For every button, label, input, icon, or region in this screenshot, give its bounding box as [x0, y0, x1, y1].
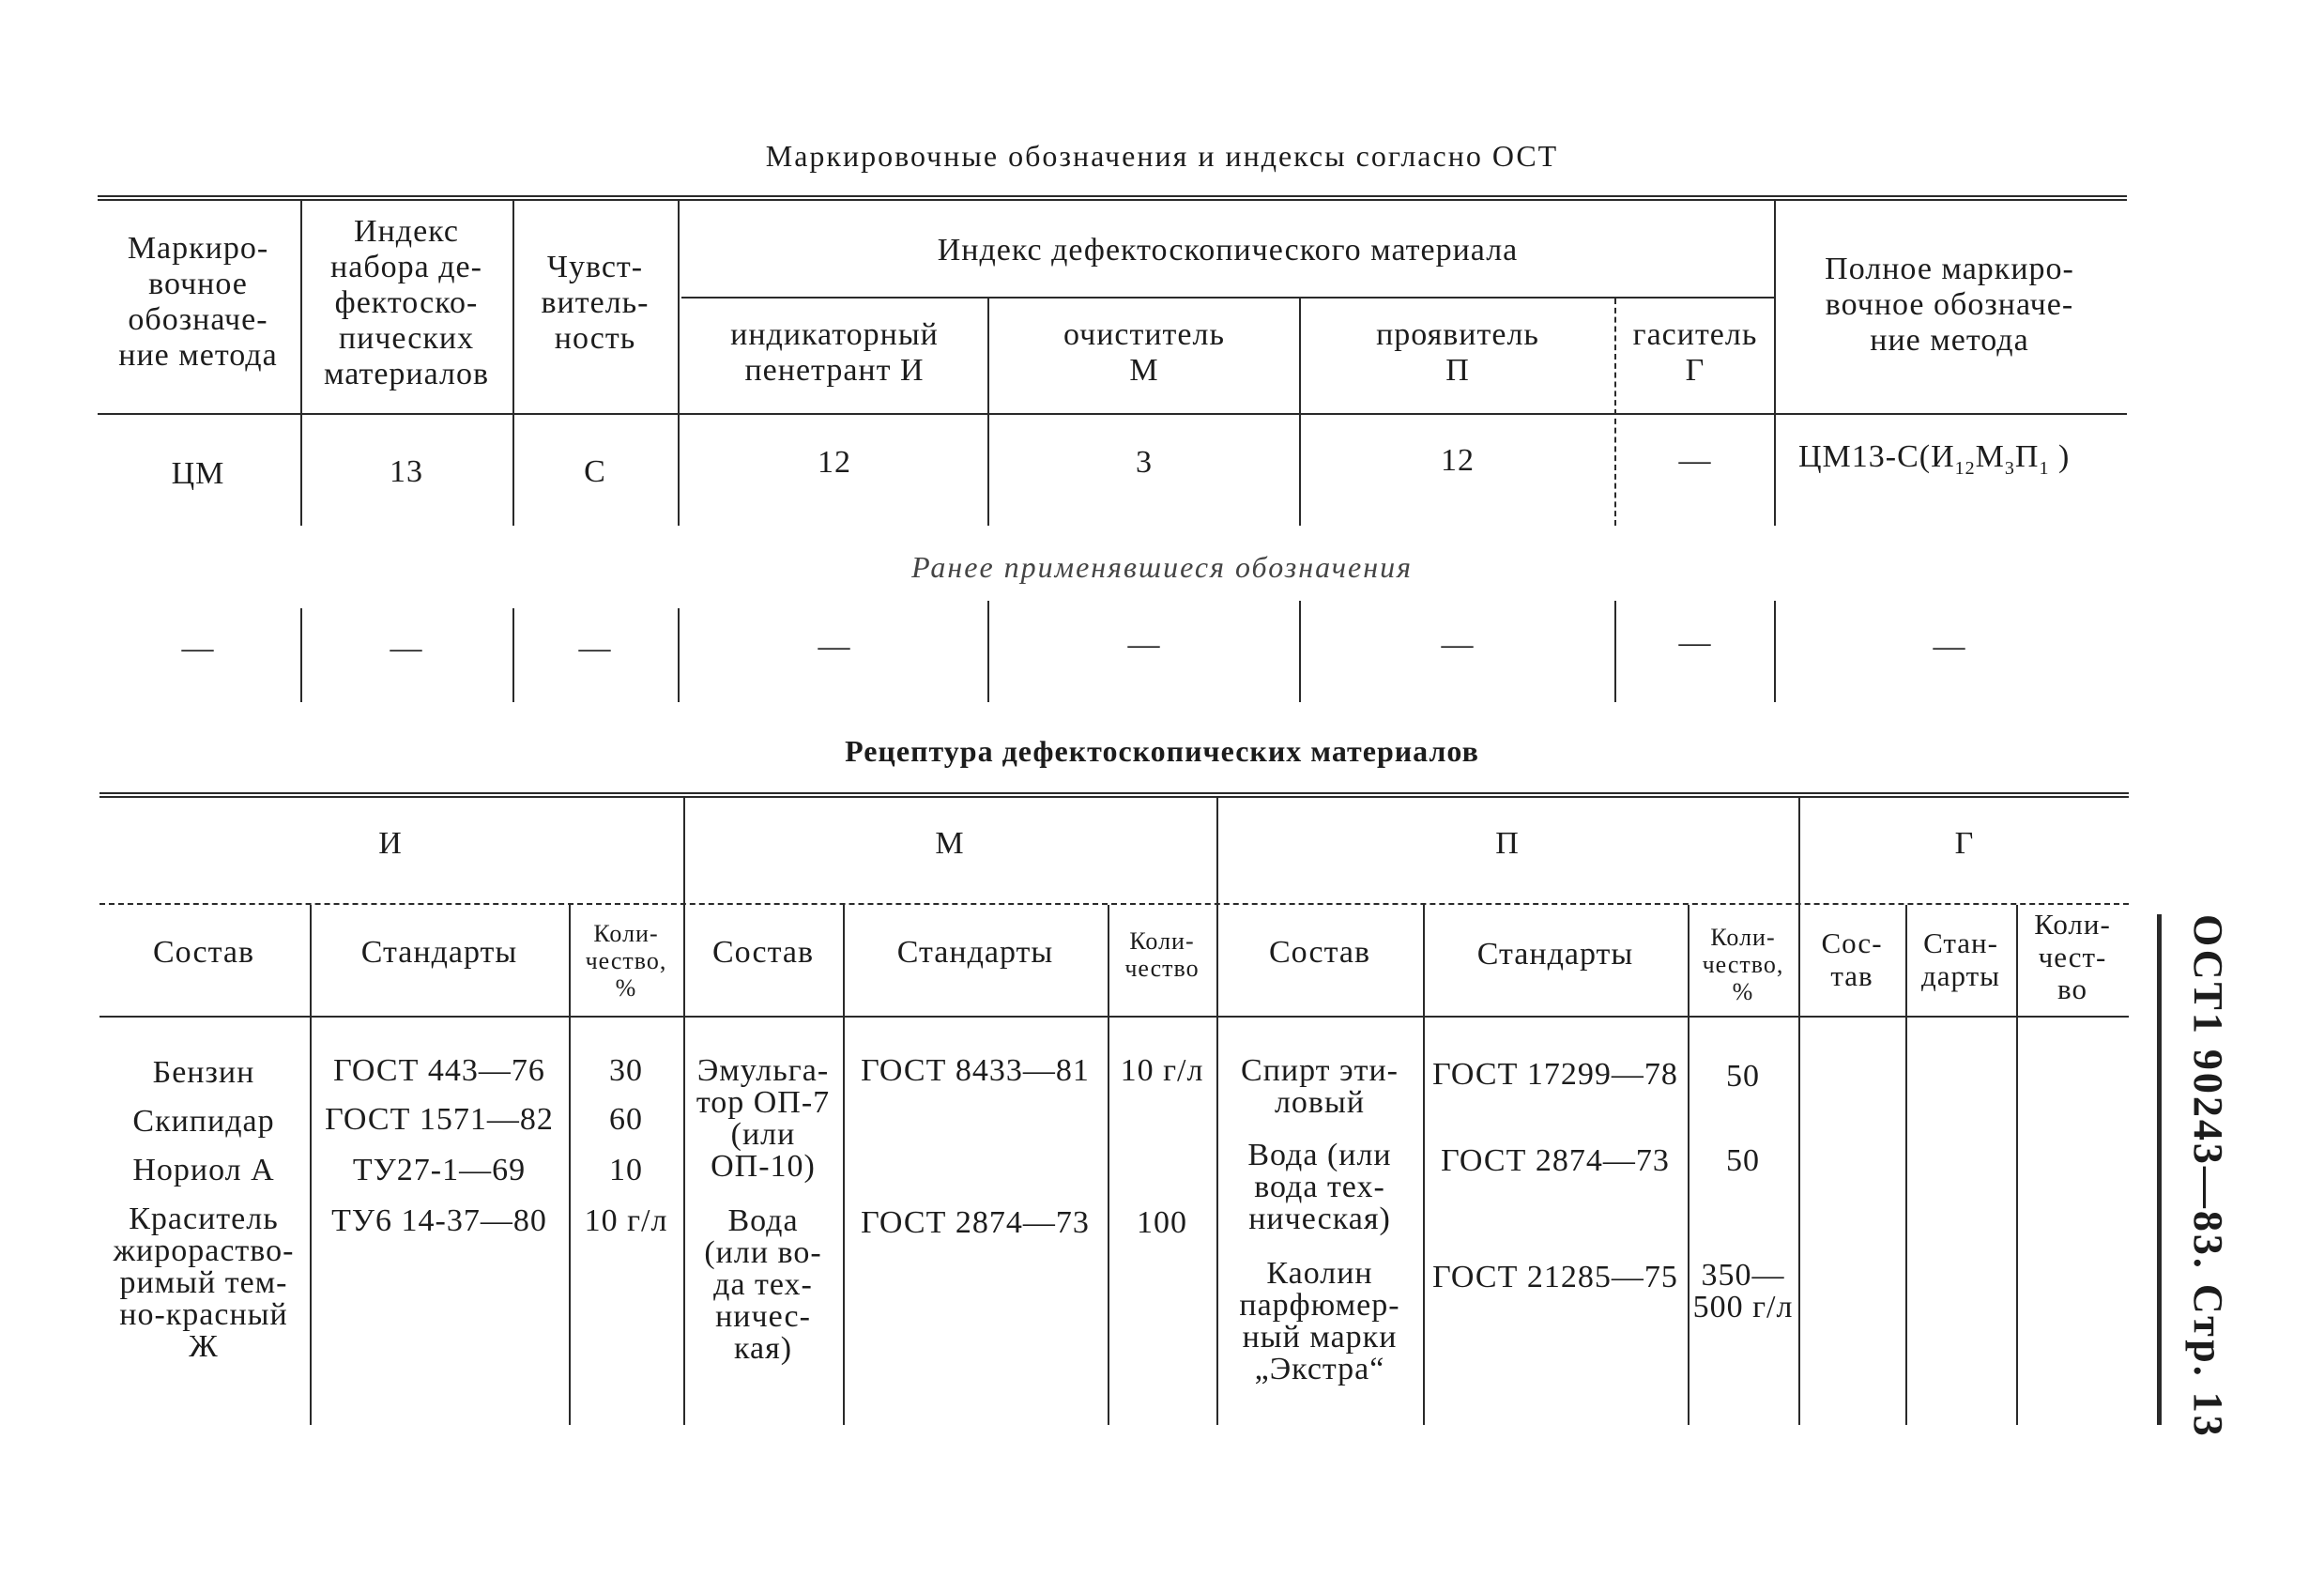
header-set-index-line: Индекс [354, 214, 459, 249]
col-header-composition-M: Состав [711, 935, 815, 970]
previous-cell: — [578, 631, 612, 666]
header-sensitivity-line: Чувст- [546, 250, 644, 284]
header-full-line: ние метода [1870, 323, 2029, 359]
header-quencher-line: Г [1685, 353, 1705, 389]
I-composition-line: Краситель [129, 1202, 279, 1236]
header-material-index [681, 233, 1774, 268]
previous-cell: — [1678, 625, 1712, 660]
cell-cleaner: 3 [1136, 445, 1153, 480]
group-header-M: М [935, 826, 965, 861]
header-full-line: вочное обозначе- [1825, 287, 2074, 323]
header-full-line: Полное маркиро- [1825, 252, 2074, 286]
t1-vline-3 [678, 201, 680, 526]
P-qty: 50 [1726, 1143, 1760, 1178]
previous-cell: — [1127, 627, 1161, 662]
P-standard: ГОСТ 2874—73 [1441, 1143, 1670, 1178]
col-header-qty-line: % [615, 974, 637, 1003]
previous-cell: — [390, 631, 423, 666]
header-cleaner [989, 317, 1299, 389]
P-qty-line: 500 г/л [1692, 1290, 1794, 1324]
header-set-index [302, 214, 511, 392]
header-developer-line: проявитель [1376, 317, 1539, 352]
header-cleaner-line: М [1129, 353, 1159, 389]
group-header-G: Г [1954, 826, 1975, 861]
header-material-index-text: Индекс дефектоскопического материала [937, 233, 1519, 268]
P-composition-line: Спирт эти- [1241, 1053, 1399, 1088]
I-composition: Скипидар [132, 1104, 275, 1139]
header-set-index-line: набора де- [330, 250, 482, 285]
M-composition-line: тор ОП-7 [696, 1085, 831, 1120]
I-composition-line: Ж [189, 1329, 219, 1364]
col-header-standards-I: Стандарты [360, 935, 518, 970]
header-method-line: ние метода [118, 338, 278, 374]
I-composition: Бензин [152, 1055, 255, 1090]
M-standard: ГОСТ 2874—73 [861, 1205, 1090, 1240]
table1-header-bottom-rule [98, 413, 2127, 415]
P-standard: ГОСТ 21285—75 [1432, 1260, 1678, 1294]
col-header-standards-P: Стандарты [1476, 937, 1634, 972]
col-header-line: Стан- [1923, 926, 1998, 959]
M-composition-line: (или [730, 1117, 796, 1152]
I-qty: 60 [609, 1102, 643, 1137]
full-designation-part: П [2014, 439, 2040, 474]
col-header-qty-P [1689, 924, 1797, 1005]
P-composition [1218, 1055, 1421, 1119]
P-composition-line: „Экстра“ [1254, 1352, 1385, 1386]
col-header-standards-M: Стандарты [896, 935, 1054, 970]
M-composition-line: кая) [733, 1331, 793, 1366]
table2-title: Рецептура дефектоскопических материалов [845, 734, 1479, 768]
full-designation-subscript: 3 [2004, 457, 2015, 479]
side-rule [2157, 914, 2162, 1425]
header-developer [1301, 317, 1614, 389]
I-composition: Нориол А [132, 1153, 275, 1187]
full-designation-part: ) [2049, 439, 2071, 474]
I-qty: 30 [609, 1053, 643, 1088]
P-composition-line: Вода (или [1247, 1138, 1392, 1172]
I-qty: 10 [609, 1153, 643, 1187]
cell-developer: 12 [1441, 443, 1475, 478]
header-method-line: Маркиро- [127, 231, 269, 266]
M-composition-line: ничес- [715, 1299, 811, 1334]
M-composition [685, 1205, 841, 1365]
group-header-P: П [1495, 826, 1520, 861]
t2-vline [1108, 905, 1109, 1425]
P-composition-line: вода тех- [1254, 1170, 1385, 1204]
table2-group-rule [99, 903, 2129, 905]
table2-header-bottom-rule [99, 1016, 2129, 1018]
I-composition [99, 1203, 308, 1363]
col-header-line: во [2057, 972, 2087, 1006]
P-qty [1689, 1260, 1797, 1324]
previous-designations-title: Ранее применявшиеся обозначения [911, 550, 1413, 584]
cell-method: ЦМ [171, 456, 225, 491]
I-composition-line: римый тем- [119, 1265, 288, 1300]
P-composition-line: ный марки [1242, 1320, 1398, 1355]
t2-vline [843, 905, 845, 1425]
col-header-qty-line: Коли- [593, 920, 659, 947]
previous-cell: — [1441, 627, 1475, 662]
M-composition-line: (или во- [704, 1235, 822, 1270]
M-composition-line: Вода [727, 1203, 799, 1238]
header-quencher-line: гаситель [1632, 317, 1758, 352]
t1b-vline-3 [678, 608, 680, 702]
t1-vline-7 [1774, 201, 1776, 526]
P-composition-line: Каолин [1266, 1256, 1373, 1291]
previous-cell: — [818, 629, 851, 664]
t2-group-vline-G [1798, 798, 1800, 1425]
col-header-qty-line: чество, [585, 947, 667, 975]
P-composition [1218, 1258, 1421, 1386]
col-header-line: Сос- [1821, 926, 1883, 959]
I-standard: ГОСТ 1571—82 [325, 1102, 554, 1137]
cell-set-index: 13 [390, 454, 423, 489]
group-header-I: И [378, 826, 403, 861]
previous-cell: — [181, 631, 215, 666]
col-header-qty-M [1109, 927, 1215, 982]
header-penetrant [681, 317, 987, 389]
header-full-designation [1776, 252, 2123, 359]
cell-sensitivity: С [584, 454, 606, 489]
M-qty: 10 г/л [1120, 1053, 1204, 1088]
col-header-qty-line: чество [1124, 955, 1200, 983]
full-designation-subscript: 12 [1954, 457, 1976, 479]
col-header-qty-line: Коли- [1710, 924, 1776, 951]
I-composition-line: жирораство- [113, 1233, 295, 1268]
I-standard: ТУ6 14-37—80 [331, 1203, 547, 1238]
M-composition-line: ОП-10) [711, 1149, 816, 1184]
header-penetrant-line: индикаторный [730, 317, 939, 352]
previous-cell: — [1933, 629, 1966, 664]
col-header-qty-line: Коли- [1129, 927, 1195, 955]
col-header-line: тав [1830, 958, 1873, 992]
col-header-standards-G [1907, 927, 2014, 992]
M-composition-line: Эмульга- [696, 1053, 830, 1088]
table1-title: Маркировочные обозначения и индексы согласно ОСТ [765, 139, 1559, 173]
I-standard: ТУ27-1—69 [352, 1153, 527, 1187]
col-header-composition-G [1800, 927, 1904, 992]
I-standard: ГОСТ 443—76 [333, 1053, 545, 1088]
table1-subheader-rule [681, 297, 1774, 299]
cell-penetrant: 12 [818, 445, 851, 480]
header-developer-line: П [1445, 353, 1470, 389]
P-qty: 50 [1726, 1059, 1760, 1094]
header-method-line: обозначе- [128, 302, 268, 338]
M-composition [685, 1055, 841, 1183]
P-qty-line: 350— [1701, 1258, 1785, 1293]
col-header-line: чест- [2038, 940, 2107, 973]
header-set-index-line: материалов [323, 357, 490, 392]
P-composition-line: парфюмер- [1239, 1288, 1400, 1323]
col-header-qty-line: % [1732, 978, 1754, 1006]
I-composition-line: но-красный [119, 1297, 288, 1332]
header-sensitivity [514, 250, 676, 357]
P-standard: ГОСТ 17299—78 [1432, 1057, 1678, 1092]
col-header-composition-P: Состав [1268, 935, 1371, 970]
header-quencher [1616, 317, 1774, 389]
I-qty: 10 г/л [584, 1203, 668, 1238]
header-set-index-line: фектоско- [334, 285, 479, 321]
full-designation-part: М [1975, 439, 2005, 474]
header-sensitivity-line: витель- [541, 285, 650, 321]
M-qty: 100 [1137, 1205, 1187, 1240]
col-header-qty-line: чество, [1702, 951, 1784, 979]
col-header-line: дарты [1921, 958, 2000, 992]
header-set-index-line: пических [338, 321, 475, 357]
col-header-line: Коли- [2034, 908, 2111, 941]
full-designation-part: ЦМ13-С(И [1798, 439, 1955, 474]
table2-top-rule [99, 792, 2129, 798]
side-label-wrap [2183, 914, 2240, 1440]
full-designation-subscript: 1 [2039, 457, 2050, 479]
table1-top-rule [98, 195, 2127, 201]
header-sensitivity-line: ность [554, 321, 636, 357]
cell-quencher: — [1678, 443, 1712, 478]
header-cleaner-line: очиститель [1063, 317, 1225, 352]
M-standard: ГОСТ 8433—81 [861, 1053, 1090, 1088]
col-header-composition-I: Состав [152, 935, 255, 970]
col-header-qty-I [571, 920, 681, 1002]
P-composition-line: ническая) [1248, 1202, 1391, 1236]
header-method [98, 231, 298, 374]
side-label: ОСТ1 90243—83. Стр. 13 [2185, 914, 2231, 1439]
header-penetrant-line: пенетрант И [744, 353, 925, 389]
M-composition-line: да тех- [713, 1267, 813, 1302]
header-method-line: вочное [148, 267, 248, 302]
P-composition-line: ловый [1274, 1085, 1366, 1120]
cell-full-designation [1798, 439, 2070, 480]
P-composition [1218, 1140, 1421, 1235]
col-header-qty-G [2018, 909, 2127, 1006]
